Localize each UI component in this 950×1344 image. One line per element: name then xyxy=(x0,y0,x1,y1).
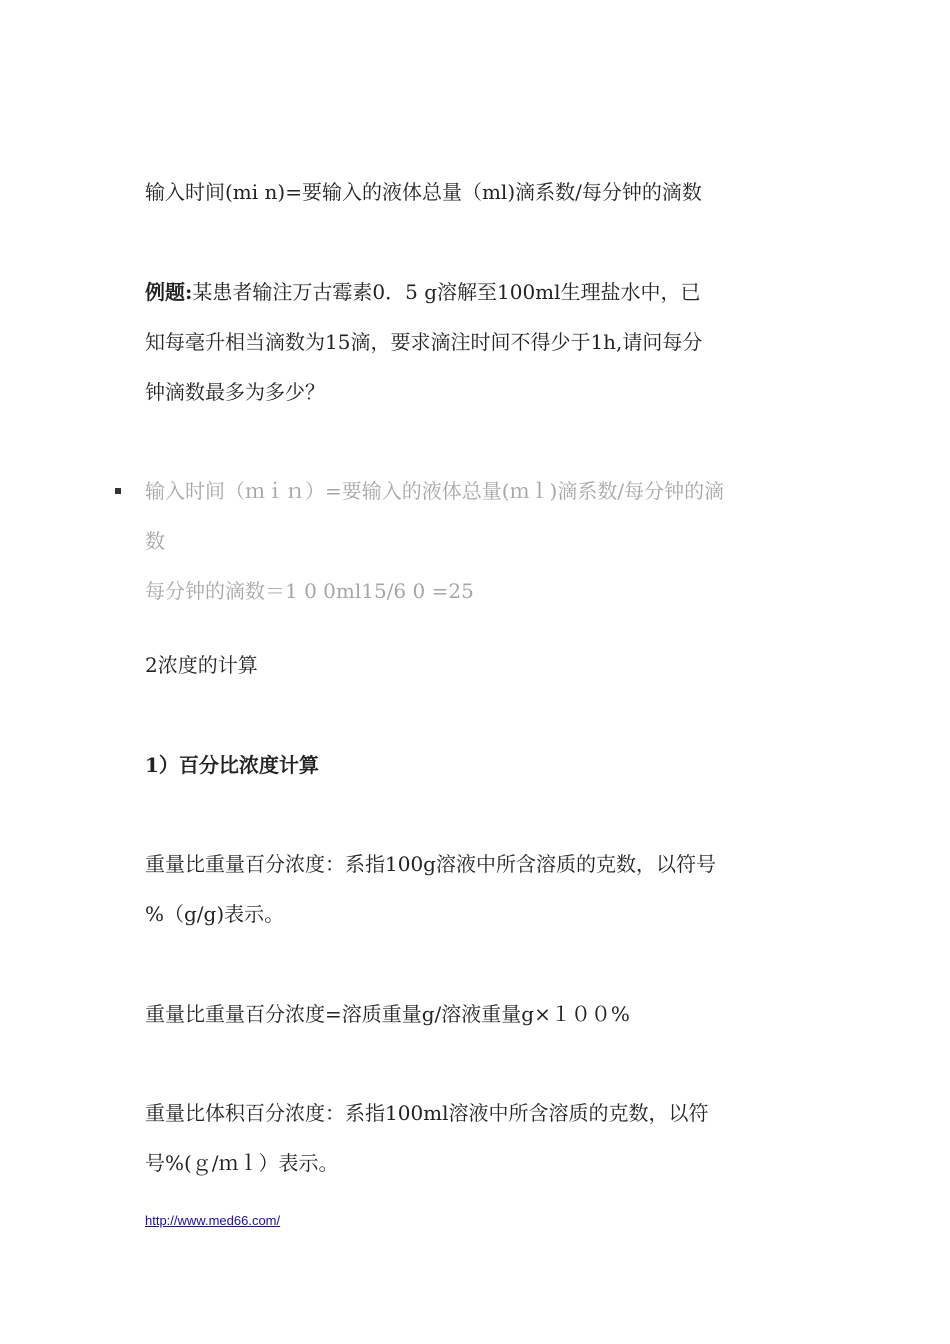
infusion-time-formula: 输入时间(mi n)=要输入的液体总量（ml)滴系数/每分钟的滴数 xyxy=(145,180,702,204)
wv-definition-line-1: 重量比体积百分浓度：系指100ml溶液中所含溶质的克数，以符 xyxy=(145,1101,709,1125)
subsection-heading: 1）百分比浓度计算 xyxy=(145,753,319,777)
example-line-2: 知每毫升相当滴数为15滴，要求滴注时间不得少于1h,请问每分 xyxy=(145,330,703,354)
answer-line-2: 数 xyxy=(145,529,165,553)
section-heading: 2浓度的计算 xyxy=(145,653,258,677)
footer-link[interactable]: http://www.med66.com/ xyxy=(145,1213,281,1228)
ww-formula: 重量比重量百分浓度=溶质重量g/溶液重量g×１００% xyxy=(145,1002,630,1026)
example-line-1 xyxy=(145,278,701,306)
example-label: 例题: xyxy=(145,280,193,304)
wv-definition-line-2: 号%(ｇ/ｍｌ）表示。 xyxy=(145,1151,339,1175)
list-bullet xyxy=(115,488,121,494)
ww-definition-line-2: %（g/g)表示。 xyxy=(145,902,285,926)
example-line-3: 钟滴数最多为多少？ xyxy=(145,380,325,404)
ww-definition-line-1: 重量比重量百分浓度：系指100g溶液中所含溶质的克数，以符号 xyxy=(145,852,716,876)
example-text-1: 某患者输注万古霉素0．5 g溶解至100ml生理盐水中，已 xyxy=(192,280,701,304)
answer-line-1: 输入时间（ｍｉｎ）=要输入的液体总量(ｍｌ)滴系数/每分钟的滴 xyxy=(145,479,725,503)
answer-line-3: 每分钟的滴数＝1 0 0ml15/6 0 =25 xyxy=(145,579,474,603)
